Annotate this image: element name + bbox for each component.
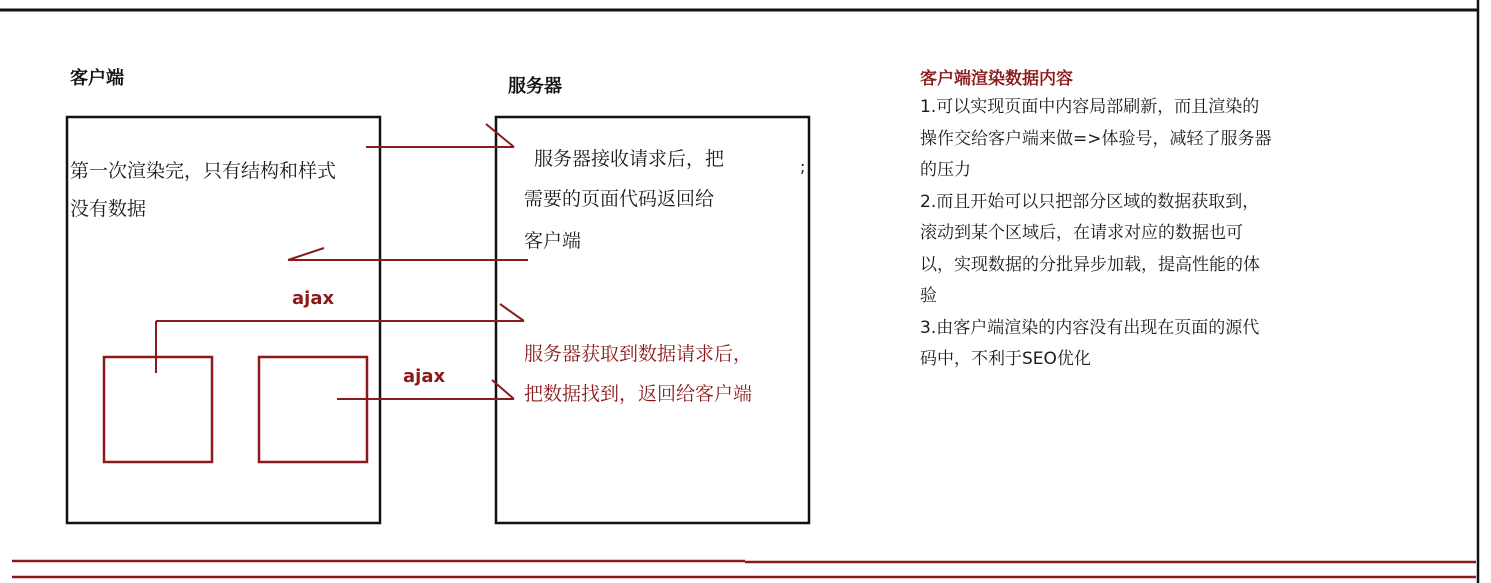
client-text-1: 第一次渲染完，只有结构和样式 xyxy=(70,160,337,182)
notes-line: 3.由客户端渲染的内容没有出现在页面的源代 xyxy=(920,317,1260,338)
notes-line: 1.可以实现页面中内容局部刷新，而且渲染的 xyxy=(920,97,1260,117)
response-arrow xyxy=(288,248,528,260)
server-red-text-1: 服务器获取到数据请求后， xyxy=(524,343,753,365)
ajax-label-1: ajax xyxy=(292,288,335,309)
request-arrow xyxy=(366,124,514,147)
server-text-3: 客户端 xyxy=(524,230,582,252)
notes-line: 码中，不利于SEO优化 xyxy=(920,349,1091,369)
client-sub-box-2 xyxy=(259,357,367,462)
notes-line: 2.而且开始可以只把部分区域的数据获取到， xyxy=(920,191,1260,212)
notes-title: 客户端渲染数据内容 xyxy=(920,69,1073,89)
notes-line: 操作交给客户端来做=>体验号，减轻了服务器 xyxy=(920,128,1272,149)
client-sub-box-1 xyxy=(104,357,212,462)
server-red-text-2: 把数据找到，返回给客户端 xyxy=(524,383,753,405)
notes-line: 的压力 xyxy=(920,160,971,180)
client-text-2: 没有数据 xyxy=(70,198,147,220)
ajax-label-2: ajax xyxy=(403,366,446,387)
client-label: 客户端 xyxy=(70,68,124,89)
notes-line: 滚动到某个区域后，在请求对应的数据也可 xyxy=(920,223,1243,243)
server-text-2: 需要的页面代码返回给 xyxy=(524,188,715,210)
stray-mark: ; xyxy=(800,157,806,176)
notes-line: 以，实现数据的分批异步加载，提高性能的体 xyxy=(920,254,1260,275)
server-text-1: 服务器接收请求后，把 xyxy=(534,148,725,170)
notes-body xyxy=(920,92,1272,376)
notes-line: 验 xyxy=(920,286,937,306)
server-label: 服务器 xyxy=(508,76,562,97)
